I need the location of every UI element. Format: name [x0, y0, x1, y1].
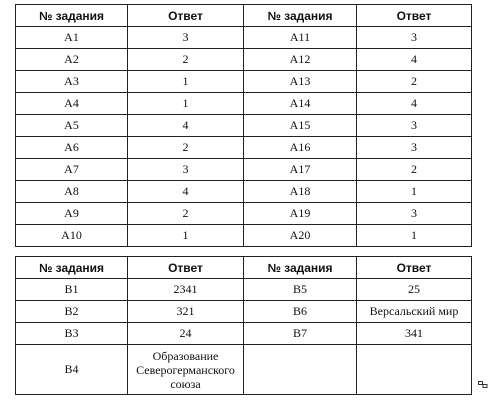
task-number-cell: B6: [244, 301, 357, 323]
header-answer: Ответ: [357, 5, 472, 27]
answer-cell: 24: [128, 323, 244, 345]
task-number-cell: A14: [244, 93, 357, 115]
task-number-cell: B7: [244, 323, 357, 345]
answer-cell: 4: [357, 93, 472, 115]
table-row: [16, 93, 472, 115]
task-number-cell: A9: [16, 203, 128, 225]
task-number-cell: A19: [244, 203, 357, 225]
header-answer: Ответ: [128, 5, 244, 27]
table-row: [16, 159, 472, 181]
task-number-cell: A6: [16, 137, 128, 159]
answer-cell: 4: [128, 115, 244, 137]
table-row: [16, 181, 472, 203]
answer-cell: 2: [128, 49, 244, 71]
header-answer: Ответ: [128, 257, 244, 279]
table-row: [16, 137, 472, 159]
answer-cell: 3: [128, 159, 244, 181]
table-row: [16, 225, 472, 247]
answer-cell: 2: [128, 203, 244, 225]
answer-cell: 3: [357, 137, 472, 159]
answer-cell: 3: [128, 27, 244, 49]
task-number-cell: A10: [16, 225, 128, 247]
task-number-cell: B4: [16, 345, 128, 395]
table-row: [16, 115, 472, 137]
task-number-cell: A7: [16, 159, 128, 181]
answer-cell: 1: [357, 181, 472, 203]
answer-cell: 321: [128, 301, 244, 323]
task-number-cell: A11: [244, 27, 357, 49]
answer-cell: 2: [357, 159, 472, 181]
answer-cell: 1: [128, 225, 244, 247]
header-task-number: № задания: [244, 5, 357, 27]
answer-cell: [357, 345, 472, 395]
answer-cell: 1: [128, 93, 244, 115]
answer-cell: 1: [357, 225, 472, 247]
answer-cell: 2: [357, 71, 472, 93]
answer-cell: Версальский мир: [357, 301, 472, 323]
table-row: [16, 27, 472, 49]
table-row: [16, 71, 472, 93]
table-row: [16, 279, 472, 301]
table-row: [16, 203, 472, 225]
header-answer: Ответ: [357, 257, 472, 279]
header-task-number: № задания: [16, 5, 128, 27]
answer-cell: Образование Северогерманского союза: [128, 345, 244, 395]
header-task-number: № задания: [16, 257, 128, 279]
task-number-cell: A18: [244, 181, 357, 203]
task-number-cell: A16: [244, 137, 357, 159]
task-number-cell: [244, 345, 357, 395]
answer-cell: 2: [128, 137, 244, 159]
task-number-cell: A17: [244, 159, 357, 181]
answers-table-part-a: [15, 4, 472, 247]
answer-cell: 341: [357, 323, 472, 345]
answer-cell: 25: [357, 279, 472, 301]
answer-cell: 1: [128, 71, 244, 93]
task-number-cell: A3: [16, 71, 128, 93]
answer-cell: 4: [357, 49, 472, 71]
table-header-row: [16, 5, 472, 27]
answer-cell: 3: [357, 27, 472, 49]
task-number-cell: A20: [244, 225, 357, 247]
task-number-cell: B5: [244, 279, 357, 301]
table-row: [16, 301, 472, 323]
answer-cell: 4: [128, 181, 244, 203]
answer-cell: 2341: [128, 279, 244, 301]
task-number-cell: A4: [16, 93, 128, 115]
table-resize-icon[interactable]: [478, 381, 488, 388]
task-number-cell: B3: [16, 323, 128, 345]
task-number-cell: A13: [244, 71, 357, 93]
task-number-cell: A8: [16, 181, 128, 203]
answer-cell: 3: [357, 203, 472, 225]
task-number-cell: A2: [16, 49, 128, 71]
task-number-cell: B2: [16, 301, 128, 323]
table-row: [16, 323, 472, 345]
answer-cell: 3: [357, 115, 472, 137]
table-row: [16, 49, 472, 71]
table-row: [16, 345, 472, 395]
task-number-cell: A12: [244, 49, 357, 71]
table-header-row: [16, 257, 472, 279]
task-number-cell: A5: [16, 115, 128, 137]
task-number-cell: B1: [16, 279, 128, 301]
task-number-cell: A1: [16, 27, 128, 49]
header-task-number: № задания: [244, 257, 357, 279]
task-number-cell: A15: [244, 115, 357, 137]
answers-table-part-b: [15, 256, 472, 395]
